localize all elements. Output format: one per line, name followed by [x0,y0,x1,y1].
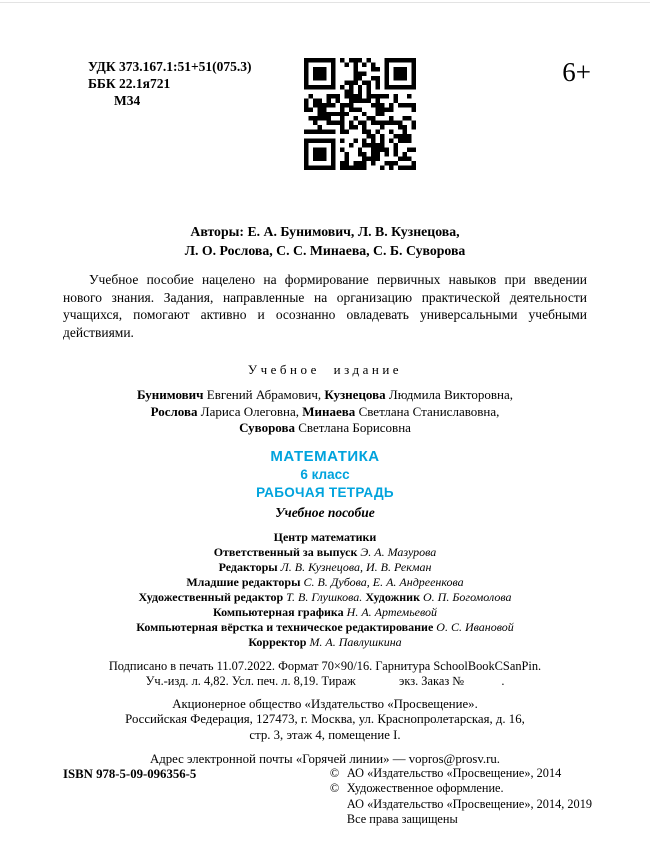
book-title-block [63,448,587,521]
staff-role: Ответственный за выпуск [213,544,361,559]
copyright-mark: © [329,766,340,780]
book-subtitle: РАБОЧАЯ ТЕТРАДЬ [256,484,394,500]
surname: Минаева [302,403,356,419]
footer-block [63,766,592,828]
copyright-line [330,812,592,827]
isbn: ISBN 978-5-09-096356-5 [63,767,197,781]
staff-line [63,605,587,620]
bbk-code: ББК 22.1я721 [88,76,171,91]
publisher-address-1: Российская Федерация, 127473, г. Москва, ул. Краснопролетарская, д. 16, [125,712,525,727]
staff-role: Младшие редакторы [186,574,304,589]
authors-line-1: Авторы: Е. А. Бунимович, Л. В. Кузнецова, [190,224,460,239]
book-grade: 6 класс [300,466,350,482]
staff-line [63,530,587,545]
surname: Рослова [150,403,198,419]
book-title: МАТЕМАТИКА [270,447,380,465]
staff-line [63,560,587,575]
staff-name: Т. В. Глушкова. [286,589,363,604]
staff-role: Компьютерная вёрстка и техническое редактирование [136,619,437,634]
staff-credits [63,530,587,650]
given-names: Людмила Викторовна, [385,387,513,402]
bbk-author-sign: М34 [114,93,141,108]
staff-name: С. В. Дубова, Е. А. Андреенкова [303,574,464,589]
copyright-block [330,766,592,828]
staff-line [63,590,587,605]
copyright-line [330,781,592,796]
given-names: Светлана Станиславовна, [355,403,500,419]
full-name-line [63,420,587,437]
publisher-block [63,697,587,744]
hotline-email-line: Адрес электронной почты «Горячей линии» — vopros@prosv.ru. [149,752,500,767]
full-name-line [63,404,587,421]
staff-line [63,575,587,590]
staff-line [63,620,587,635]
qr-code [304,58,416,170]
author-full-names [63,387,587,437]
publisher-address-2: стр. 3, этаж 4, помещение I. [249,728,401,743]
staff-role: Корректор [248,634,310,649]
staff-name: Л. В. Кузнецова, И. В. Рекман [280,559,432,574]
staff-name: О. С. Ивановой [436,619,514,634]
given-names: Светлана Борисовна [295,420,411,435]
staff-role: Редакторы [218,559,281,574]
surname: Кузнецова [324,387,386,402]
copyright-mark: © [329,781,340,796]
surname: Суворова [239,420,296,435]
header-block [63,57,591,170]
copyright-text: Все права защищены [346,812,458,827]
annotation-paragraph: Учебное пособие нацелено на формирование первичных навыков при введении нового знания. Задания, направленные на организацию практической деятельности учащихся, помогают активно и осознанно овладевать универсальными учебными действиями. [63,272,587,340]
staff-line [63,545,587,560]
staff-name: Э. А. Мазурова [360,544,437,559]
classification-codes [63,58,298,109]
copyright-line [330,797,592,812]
staff-role: Центр математики [273,529,377,544]
print-info-line-1: Подписано в печать 11.07.2022. Формат 70×90/16. Гарнитура SchoolBookCSanPin. [108,658,542,673]
edition-heading: Учебное издание [247,362,403,377]
staff-role: Художник [362,589,423,604]
full-name-line [63,387,587,404]
copyright-text: АО «Издательство «Просвещение», 2014 [346,766,562,780]
print-run-info [63,659,587,690]
age-rating-badge: 6+ [562,57,591,87]
authors-block [63,222,587,260]
copyright-text: Художественное оформление. [346,781,504,796]
copyright-text: АО «Издательство «Просвещение», 2014, 2019 [346,796,592,811]
given-names: Лариса Олеговна, [197,403,303,419]
staff-name: М. А. Павлушкина [309,634,402,649]
print-info-line-2: Уч.-изд. л. 4,82. Усл. печ. л. 8,19. Тираж экз. Заказ № . [145,674,505,689]
staff-line [63,635,587,650]
authors-line-2: Л. О. Рослова, С. С. Минаева, С. Б. Суворова [184,243,466,258]
given-names: Евгений Абрамович, [203,387,325,402]
staff-role: Художественный редактор [138,589,287,604]
publisher-name: Акционерное общество «Издательство «Просвещение». [172,696,478,711]
copyright-line [330,766,592,781]
surname: Бунимович [137,387,204,402]
staff-name: О. П. Богомолова [422,589,512,604]
staff-name: Н. А. Артемьевой [346,604,438,619]
page-top-edge [0,2,650,3]
edition-kind: Учебное пособие [275,504,375,520]
udk-code: УДК 373.167.1:51+51(075.3) [88,59,252,74]
staff-role: Компьютерная графика [212,604,347,619]
